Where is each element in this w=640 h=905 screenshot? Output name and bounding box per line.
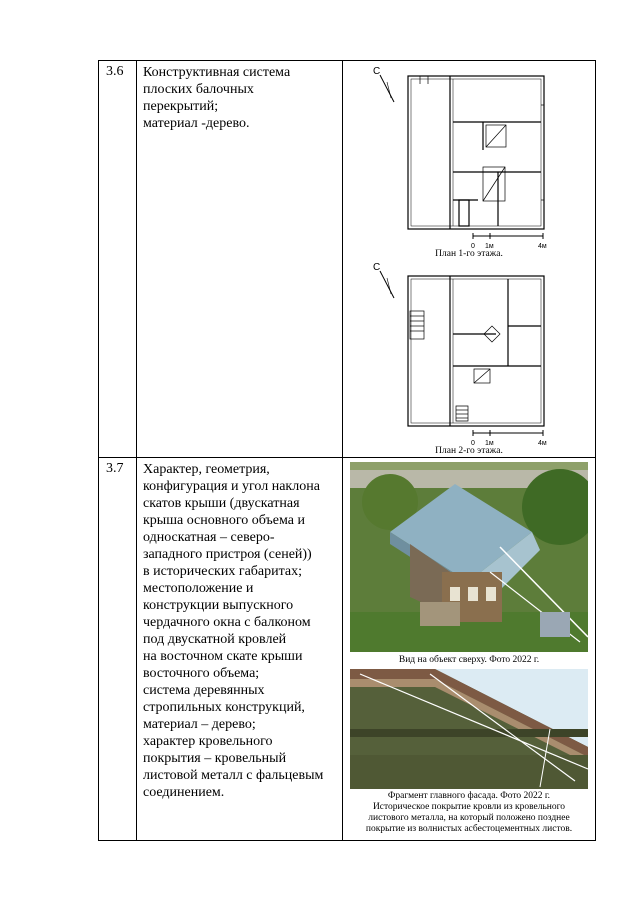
- scale-zero: 0: [471, 243, 475, 250]
- north-arrow-icon: [380, 75, 394, 102]
- north-arrow-icon: [380, 271, 394, 298]
- scale-1m: 1м: [485, 243, 494, 250]
- row-number: 3.6: [106, 64, 124, 79]
- aerial-photo-caption: Вид на объект сверху. Фото 2022 г.: [398, 655, 540, 665]
- facade-photo: [350, 669, 588, 789]
- facade-photo-caption-body: Историческое покрытие кровли из кровельного листового металла, на который положено позднее покрытие из волнистых асбестоцементных листов.: [365, 802, 573, 834]
- row-description: Характер, геометрия, конфигурация и угол наклона скатов крыши (двускатная крыша основного объема и односкатная – северо- западного пристроя (сеней)) в исторических габаритах; местоположение и конструкции выпускного чердачного окна с балконом под двускатной кровлей на восточном скате крыши восточного объема; система деревянных стропильных конструкций, материал – дерево; характер кровельного покрытия – кровельный листовой металл с фальцевым соединением.: [143, 462, 324, 800]
- floor-plan-1: [358, 60, 588, 260]
- table-border-right: [595, 60, 596, 841]
- scale-zero: 0: [471, 440, 475, 447]
- scale-4m: 4м: [538, 440, 547, 447]
- scale-4m: 4м: [538, 243, 547, 250]
- plan-2-caption: План 2-го этажа.: [435, 446, 503, 456]
- floor-plan-2: [358, 256, 588, 456]
- column-divider-1: [136, 60, 137, 841]
- row-number: 3.7: [106, 461, 124, 476]
- north-label: С: [373, 66, 381, 77]
- facade-photo-caption-title: Фрагмент главного фасада. Фото 2022 г.: [387, 791, 551, 801]
- row-divider: [98, 457, 596, 458]
- table-border-bottom: [98, 840, 596, 841]
- aerial-photo: [350, 462, 588, 652]
- scale-1m: 1м: [485, 440, 494, 447]
- table-border-left: [98, 60, 99, 841]
- north-label: С: [373, 262, 381, 273]
- row-description: Конструктивная система плоских балочных перекрытий; материал -дерево.: [143, 65, 291, 131]
- plan-1-caption: План 1-го этажа.: [435, 249, 503, 259]
- monument-table: [98, 60, 596, 841]
